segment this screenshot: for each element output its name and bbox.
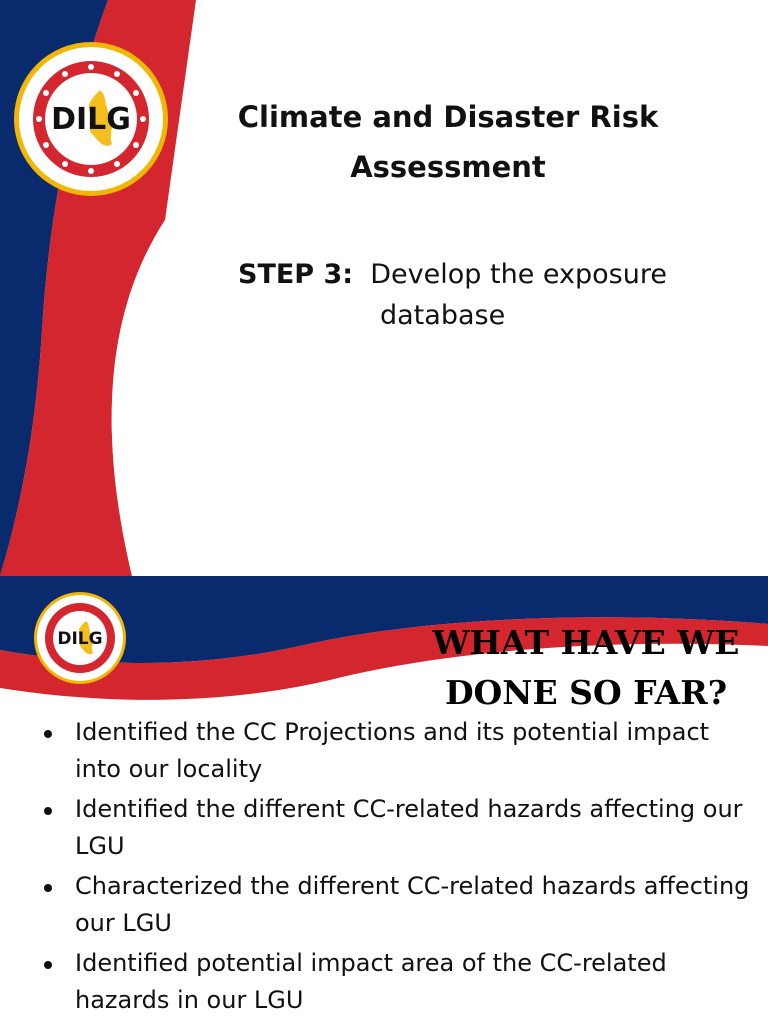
list-item: Identified the different CC-related hazards affecting our LGU	[30, 791, 758, 865]
title-line-2: DONE SO FAR?	[444, 673, 728, 712]
step-text-line-2: database	[380, 300, 506, 331]
logo-text: DILG	[57, 629, 103, 649]
step-text-line-1: Develop the exposure	[370, 259, 667, 290]
dilg-seal-logo	[12, 40, 170, 198]
title-line-2: Assessment	[350, 150, 546, 184]
slide-title	[228, 92, 668, 192]
bullet-dot-icon	[44, 730, 52, 738]
bullet-list	[30, 714, 758, 1022]
title-line-1: Climate and Disaster Risk	[237, 100, 659, 134]
dilg-seal-logo	[33, 591, 127, 685]
slide-title	[410, 618, 762, 718]
bullet-dot-icon	[44, 884, 52, 892]
summary-slide	[0, 576, 768, 1024]
bullet-dot-icon	[44, 807, 52, 815]
list-item: Identified potential impact area of the CC-related hazards in our LGU	[30, 945, 758, 1019]
title-line-1: WHAT HAVE WE	[432, 623, 740, 662]
bullet-dot-icon	[44, 961, 52, 969]
step-heading	[238, 258, 667, 292]
step-label: STEP 3:	[238, 259, 354, 290]
list-item: Identified the CC Projections and its potential impact into our locality	[30, 714, 758, 788]
list-item: Characterized the different CC-related hazards affecting our LGU	[30, 868, 758, 942]
logo-text: DILG	[51, 102, 131, 137]
